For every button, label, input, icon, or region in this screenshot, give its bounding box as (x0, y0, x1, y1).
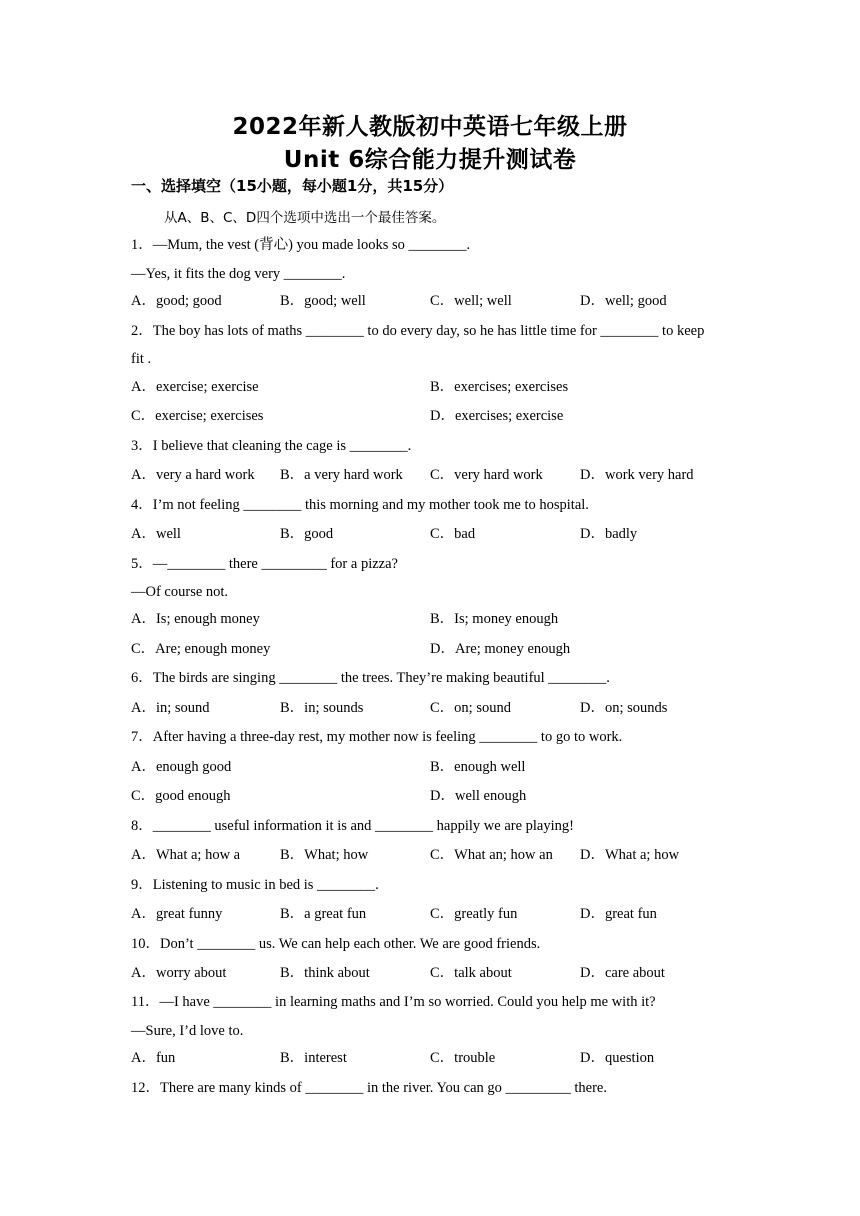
question-9-option-a[interactable]: A．great funny (131, 906, 223, 922)
question-6-option-c[interactable]: C．on; sound (430, 700, 511, 716)
section-heading: 一、选择填空（15小题，每小题1分，共15分） (131, 177, 454, 195)
question-10-stem: 10．Don’t ________ us. We can help each other. We are good friends. (131, 936, 541, 952)
question-11-stem-2: —Sure, I’d love to. (131, 1023, 244, 1039)
question-5-option-b[interactable]: B．Is; money enough (430, 611, 559, 627)
question-1-option-c[interactable]: C．well; well (430, 293, 512, 309)
question-8-option-c[interactable]: C．What an; how an (430, 847, 553, 863)
question-9-option-d[interactable]: D．great fun (580, 906, 657, 922)
question-11-option-c[interactable]: C．trouble (430, 1050, 496, 1066)
question-2-stem: 2．The boy has lots of maths ________ to do every day, so he has little time for ________ to keep (131, 323, 705, 339)
question-8-stem: 8．________ useful information it is and ________ happily we are playing! (131, 818, 574, 834)
question-11-stem: 11．—I have ________ in learning maths and I’m so worried. Could you help me with it? (131, 994, 656, 1010)
question-7-option-c[interactable]: C．good enough (131, 788, 231, 804)
question-1-option-b[interactable]: B．good; well (280, 293, 366, 309)
question-9-option-c[interactable]: C．greatly fun (430, 906, 518, 922)
question-2-option-c[interactable]: C．exercise; exercises (131, 408, 264, 424)
question-4-option-c[interactable]: C．bad (430, 526, 476, 542)
page-subtitle: Unit 6综合能力提升测试卷 (283, 147, 577, 173)
question-1-stem-2: —Yes, it fits the dog very ________. (131, 266, 346, 282)
question-2-option-d[interactable]: D．exercises; exercise (430, 408, 564, 424)
question-7-option-d[interactable]: D．well enough (430, 788, 527, 804)
question-5-stem-2: —Of course not. (131, 584, 229, 600)
question-4-option-a[interactable]: A．well (131, 526, 181, 542)
question-11-option-d[interactable]: D．question (580, 1050, 655, 1066)
question-2-option-b[interactable]: B．exercises; exercises (430, 379, 569, 395)
question-2-option-a[interactable]: A．exercise; exercise (131, 379, 259, 395)
question-10-option-d[interactable]: D．care about (580, 965, 665, 981)
question-10-option-c[interactable]: C．talk about (430, 965, 512, 981)
question-10-option-b[interactable]: B．think about (280, 965, 370, 981)
question-5-stem: 5．—________ there _________ for a pizza? (131, 556, 398, 572)
question-4-option-d[interactable]: D．badly (580, 526, 638, 542)
question-3-option-d[interactable]: D．work very hard (580, 467, 694, 483)
question-5-option-c[interactable]: C．Are; enough money (131, 641, 271, 657)
question-8-option-b[interactable]: B．What; how (280, 847, 369, 863)
question-5-option-d[interactable]: D．Are; money enough (430, 641, 571, 657)
question-9-option-b[interactable]: B．a great fun (280, 906, 367, 922)
page-title: 2022年新人教版初中英语七年级上册 (232, 114, 628, 140)
question-6-option-a[interactable]: A．in; sound (131, 700, 210, 716)
question-8-option-d[interactable]: D．What a; how (580, 847, 680, 863)
question-3-option-b[interactable]: B．a very hard work (280, 467, 403, 483)
question-7-stem: 7．After having a three-day rest, my mother now is feeling ________ to go to work. (131, 729, 623, 745)
question-11-option-a[interactable]: A．fun (131, 1050, 176, 1066)
question-6-option-d[interactable]: D．on; sounds (580, 700, 668, 716)
question-2-stem-2: fit . (131, 351, 152, 367)
question-7-option-a[interactable]: A．enough good (131, 759, 232, 775)
question-5-option-a[interactable]: A．Is; enough money (131, 611, 260, 627)
question-9-stem: 9．Listening to music in bed is ________. (131, 877, 379, 893)
question-3-stem: 3．I believe that cleaning the cage is ________. (131, 438, 412, 454)
question-1-option-d[interactable]: D．well; good (580, 293, 667, 309)
question-7-option-b[interactable]: B．enough well (430, 759, 526, 775)
question-1-stem: 1．—Mum, the vest (背心) you made looks so ________. (131, 237, 471, 253)
question-8-option-a[interactable]: A．What a; how a (131, 847, 241, 863)
question-4-option-b[interactable]: B．good (280, 526, 334, 542)
question-11-option-b[interactable]: B．interest (280, 1050, 347, 1066)
question-6-stem: 6．The birds are singing ________ the trees. They’re making beautiful ________. (131, 670, 610, 686)
question-6-option-b[interactable]: B．in; sounds (280, 700, 364, 716)
question-4-stem: 4．I’m not feeling ________ this morning and my mother took me to hospital. (131, 497, 589, 513)
question-10-option-a[interactable]: A．worry about (131, 965, 227, 981)
question-3-option-c[interactable]: C．very hard work (430, 467, 543, 483)
question-1-option-a[interactable]: A．good; good (131, 293, 222, 309)
instruction-text: 从A、B、C、D四个选项中选出一个最佳答案。 (164, 210, 446, 226)
question-3-option-a[interactable]: A．very a hard work (131, 467, 255, 483)
question-12-stem: 12．There are many kinds of ________ in the river. You can go _________ there. (131, 1080, 607, 1096)
